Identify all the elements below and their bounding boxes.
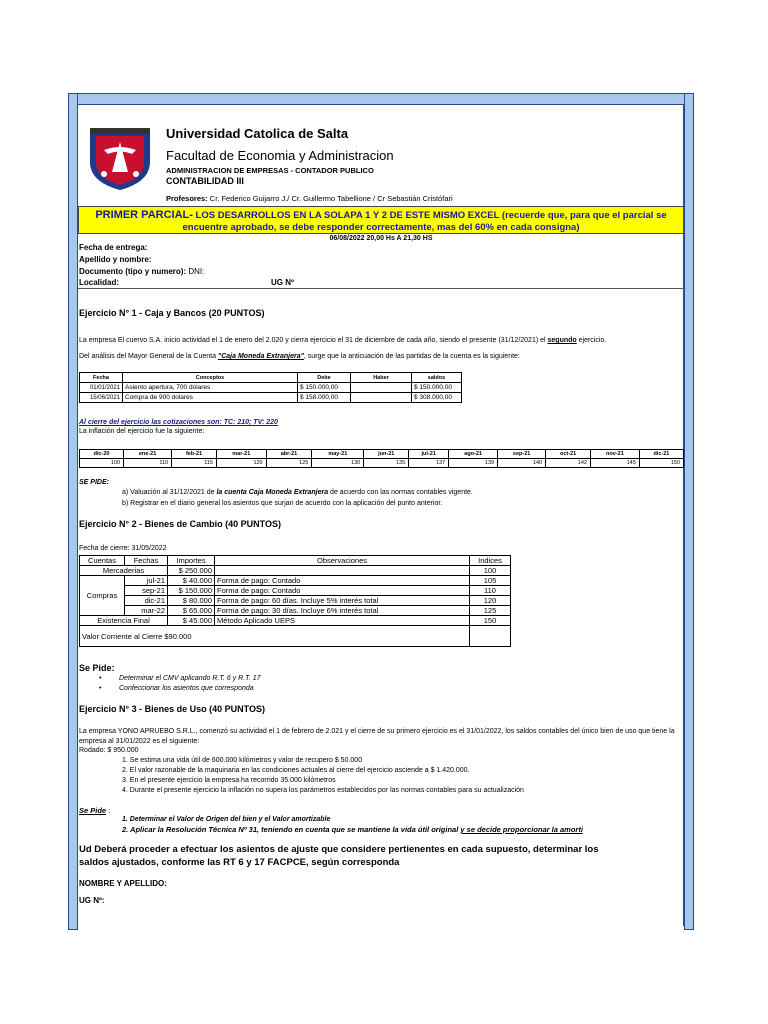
inflation-month: abr-21: [266, 450, 312, 459]
header-divider: [78, 288, 684, 289]
inflation-index: 130: [312, 459, 364, 468]
exam-date: 06/08/2022 20,00 Hs A 21,30 HS: [329, 235, 433, 242]
ug-field: UG Nº: [271, 278, 294, 287]
col-conceptos: Conceptos: [123, 373, 298, 383]
table-row: 01/01/2021 Asiento apertura, 700 dolares $ 150.000,00 $ 150.000,00: [80, 383, 462, 393]
ug-number-field: UG Nº:: [79, 896, 105, 905]
inflation-month: mar-21: [216, 450, 266, 459]
inflation-table: [79, 449, 684, 468]
ex1-se-pide: SE PIDE:: [79, 479, 109, 486]
professors: Profesores: Cr. Federico Guijarro J./ Cr. Guillermo Tabellione / Cr Sebastián Cristófari: [166, 194, 453, 203]
col-saldos: saldos: [412, 373, 462, 383]
inflation-month: jun-21: [364, 450, 409, 459]
list-item: 1. Se estima una vida útil de 600.000 kilómetros y valor de recupero $ 50.000: [122, 757, 363, 764]
ex1-req-b: b) Registrar en el diario general los asientos que surjan de acuerdo con la aplicación del punto anterior.: [122, 500, 443, 507]
delivery-date-field: Fecha de entrega:: [79, 243, 148, 252]
ex2-inventory-table: Cuentas Fechas Importes Observaciones Indices Mercaderias $ 250.000 100 Compras jul-21 $ 40.000 Forma de pago: Contado 105 sep-21 $ 150.000 Forma de pago: Contado 110 dic-21 $ 80.000 Forma de pago: 60 días. Incluye 5% interés total 120 mar-22 $ 65.000 Forma de pago: 30 días. Incluye 6% interés total 125 Existencia Final $ 45.000 Método Aplicado UEPS 150 Valor Corriente al Cierre $90.000: [79, 555, 511, 647]
ex3-intro: La empresa YONO APRUEBO S.R.L., comenzó su actividad el 1 de febrero de 2.021 y el cierre de su primero ejercicio es el 31/01/2022, los saldos contables del único bien de uso que tiene la empresa al 31/01/2022 es el siguiente:: [79, 728, 675, 745]
inflation-month: dic-21: [639, 450, 683, 459]
table-row: Mercaderias $ 250.000 100: [80, 566, 511, 576]
col-debe: Debe: [298, 373, 351, 383]
ex3-req-1: 1. Determinar el Valor de Origen del bien y el Valor amortizable: [122, 816, 331, 823]
ex1-title: Ejercicio N° 1 - Caja y Bancos (20 PUNTOS): [79, 308, 265, 318]
university-name: Universidad Catolica de Salta: [166, 126, 349, 141]
inflation-index: 135: [364, 459, 409, 468]
nombre-apellido-field: NOMBRE Y APELLIDO:: [79, 879, 167, 888]
frame-right: [684, 93, 694, 930]
ex2-requirements: [79, 674, 679, 694]
table-row: mar-22 $ 65.000 Forma de pago: 30 días. Incluye 6% interés total 125: [80, 606, 511, 616]
table-row: 15/06/2021 Compra de 900 dolares $ 158.000,00 $ 308.000,00: [80, 393, 462, 403]
list-item: 2. El valor razonable de la maquinaria en las condiciones actuales al cierre del ejercicio asciende a $ 1.420.000.: [122, 767, 470, 774]
table-row: Compras jul-21 $ 40.000 Forma de pago: Contado 105: [80, 576, 511, 586]
inflation-index: 125: [266, 459, 312, 468]
list-item: 4. Durante el presente ejercicio la inflación no supera los parámetros establecidos por las normas contables para su actualización: [122, 787, 524, 794]
ex2-se-pide: Se Pide:: [79, 663, 115, 673]
inflation-index: 140: [498, 459, 546, 468]
inflation-month: feb-21: [172, 450, 217, 459]
ex1-ledger-table: [79, 372, 462, 403]
inflation-index: 142: [546, 459, 591, 468]
ex3-req-2: 2. Aplicar la Resolución Técnica Nº 31, teniendo en cuenta que se mantiene la vida útil original y se decide proporcionar la amorti: [122, 825, 583, 834]
inflation-month: jul-21: [409, 450, 449, 459]
inflation-index: 145: [590, 459, 639, 468]
course-name: CONTABILIDAD III: [166, 176, 244, 186]
faculty-name: Facultad de Economia y Administracion: [166, 148, 394, 163]
ex1-intro: La empresa El cuervo S.A. inicio actividad el 1 de enero del 2.020 y cierra ejercicio el 31 de diciembre de cada año, siendo el presente (31/12/2021) el segundo ejercicio.: [79, 337, 607, 344]
ex1-req-a: a) Valuación al 31/12/2021 de la cuenta Caja Moneda Extranjera de acuerdo con las normas contables vigente.: [122, 489, 473, 496]
inflation-month: ene-21: [124, 450, 172, 459]
exam-banner: PRIMER PARCIAL- LOS DESARROLLOS EN LA SOLAPA 1 Y 2 DE ESTE MISMO EXCEL (recuerde que, para que el parcial se encuentre aprobado, se debe responder correctamente, mas del 60% en cada consigna): [78, 206, 684, 234]
col-haber: Haber: [351, 373, 412, 383]
university-shield-logo: [86, 128, 154, 190]
inflation-month: ago-21: [449, 450, 498, 459]
program-name: ADMINISTRACION DE EMPRESAS - CONTADOR PUBLICO: [166, 166, 374, 175]
list-item: 3. En el presente ejercicio la empresa ha recorrido 35.000 kilómetros: [122, 777, 336, 784]
inflation-index: 120: [216, 459, 266, 468]
ex1-inflation-intro: La inflación del ejercicio fue la siguiente:: [79, 428, 205, 435]
table-row: Existencia Final $ 45.000 Método Aplicado UEPS 150: [80, 616, 511, 626]
ex1-account-intro: Del análisis del Mayor General de la Cuenta "Caja Moneda Extranjera", surge que la anticuación de las partidas de la cuenta es la siguiente:: [79, 353, 520, 360]
ex2-title: Ejercicio N° 2 - Bienes de Cambio (40 PUNTOS): [79, 519, 281, 529]
ex3-rodado: Rodado: $ 950.000: [79, 747, 139, 754]
col-fecha: Fecha: [80, 373, 123, 383]
ex3-se-pide: Se Pide :: [79, 806, 111, 815]
document-field: Documento (tipo y numero): DNI:: [79, 267, 205, 276]
inflation-month: may-21: [312, 450, 364, 459]
ex1-exchange-rates: Al cierre del ejercicio las cotizaciones son: TC: 210; TV: 220: [79, 419, 278, 426]
table-row: Valor Corriente al Cierre $90.000: [80, 626, 511, 647]
inflation-month: dic-20: [80, 450, 124, 459]
table-row: sep-21 $ 150.000 Forma de pago: Contado 110: [80, 586, 511, 596]
inflation-month: nov-21: [590, 450, 639, 459]
final-instructions: Ud Deberá proceder a efectuar los asientos de ajuste que considere pertienentes en cada supuesto, determinar los saldos ajustados, conforme las RT 6 y 17 FACPCE, según corresponda: [79, 844, 599, 868]
table-row: dic-21 $ 80.000 Forma de pago: 60 días. Incluye 5% interés total 120: [80, 596, 511, 606]
inflation-index: 100: [80, 459, 124, 468]
list-item: • Determinar el CMV aplicando R.T. 6 y R.T. 17: [79, 674, 679, 684]
locality-field: Localidad:: [79, 278, 120, 287]
inflation-month: sep-21: [498, 450, 546, 459]
ex3-title: Ejercicio N° 3 - Bienes de Uso (40 PUNTOS): [79, 704, 265, 714]
ex2-close-date: Fecha de cierre: 31/05/2022: [79, 545, 167, 552]
inflation-month: oct-21: [546, 450, 591, 459]
inflation-index: 110: [124, 459, 172, 468]
ex3-facts: [122, 756, 682, 796]
name-field: Apellido y nombre:: [79, 255, 152, 264]
inflation-index: 137: [409, 459, 449, 468]
inflation-index: 115: [172, 459, 217, 468]
inflation-index: 150: [639, 459, 683, 468]
list-item: • Confeccionar los asientos que corresponda: [79, 684, 679, 694]
inflation-index: 139: [449, 459, 498, 468]
